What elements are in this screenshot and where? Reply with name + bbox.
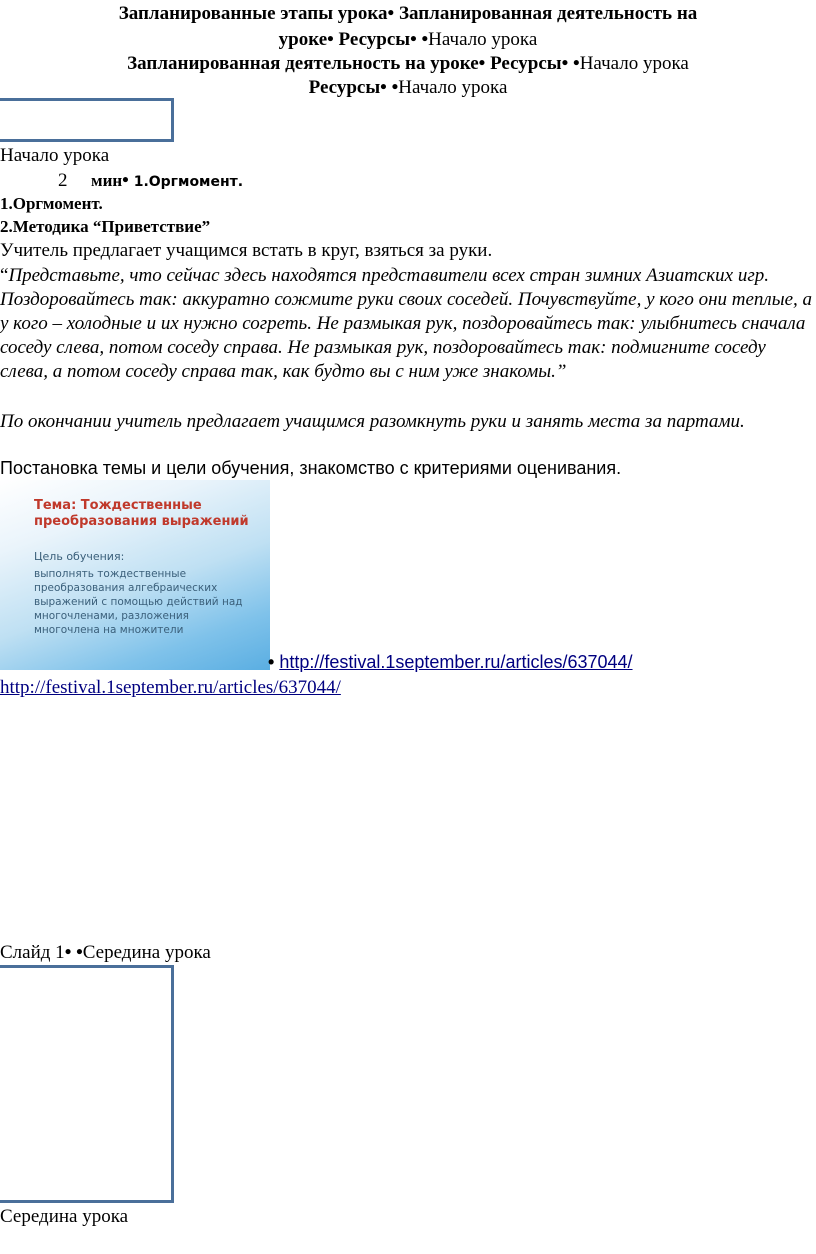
slide-goal-text: выполнять тождественные преобразования алгебраических выражений с помощью действий над многочленами, разложения многочлена на множители [34,568,243,636]
header-line-3 [0,52,816,76]
resource-link[interactable]: http://festival.1september.ru/articles/637044/ [279,652,633,672]
time-number: 2 [58,170,68,191]
header-text: Начало урока [428,29,538,50]
header-text: Ресурсы [333,29,411,50]
header-text: Запланированные этапы урока [118,3,388,24]
link-line-2 [0,677,341,699]
header-text: Начало урока [579,53,689,74]
bullet-icon: • [380,77,387,98]
header-text: Запланированная деятельность на уроке [127,53,479,74]
middle-label: Середина урока [82,942,211,963]
header-text: Начало урока [398,77,508,98]
header-text: Ресурсы [485,53,562,74]
resource-link[interactable]: http://festival.1september.ru/articles/637044/ [0,677,341,698]
bullet-icon: • [478,53,486,74]
bullet-icon: • [327,29,334,50]
header-text: Запланированная деятельность на [394,3,698,24]
bullet-icon: • [410,29,417,50]
bullet-icon: • [122,170,129,191]
empty-frame [0,98,174,142]
link-line [268,652,633,673]
header-text: Ресурсы [308,77,381,98]
slide-goal-heading: Цель обучения: [34,550,125,563]
slide-image [0,480,270,670]
bullet-icon: • [76,942,83,963]
bullet-icon: • [561,53,569,74]
bullet-icon: • [421,29,429,50]
empty-frame [0,965,174,1203]
bullet-icon: • [573,53,580,74]
time-item: 1.Оргмомент. [128,174,244,190]
header-line-2 [0,28,816,52]
time-line [58,170,243,192]
item-method: 2.Методика “Приветствие” [0,217,211,236]
bullet-icon: • [64,942,72,963]
intro-text: Учитель предлагает учащимся встать в круг, взяться за руки. [0,240,493,261]
slide-title: Тема: Тождественные преобразования выражений [34,498,249,529]
header-line-4 [0,76,816,100]
slide-label: Слайд 1 [0,942,65,963]
quote-paragraph [0,264,814,384]
quote-text: Представьте, что сейчас здесь находятся представители всех стран зимних Азиатских игр. Поздоровайтесь так: аккуратно сожмите руки своих соседей. Почувствуйте, у кого они теплые, а у кого – холодные и их нужно согреть. Не размыкая рук, поздоровайтесь так: улыбнитесь сначала соседу слева, потом соседу справа. Не размыкая рук, поздоровайтесь так: подмигните соседу слева, а потом соседу справа так, как будто вы с ним уже знакомы.” [0,265,813,382]
quote-mark: “ [0,265,9,286]
bullet-icon: • [268,652,275,672]
header-line-1 [0,2,816,26]
time-unit: мин [91,171,123,190]
bullet-icon: • [391,77,399,98]
section-title: Начало урока [0,145,110,166]
header-text: уроке [278,29,328,50]
bullet-icon: • [387,3,395,24]
item-orgmoment: 1.Оргмомент. [0,194,103,213]
section-title: Середина урока [0,1206,129,1227]
closing-paragraph: По окончании учитель предлагает учащимся разомкнуть руки и занять места за партами. [0,411,745,432]
slide-label-line [0,942,211,964]
goal-heading: Постановка темы и цели обучения, знакомство с критериями оценивания. [0,458,622,478]
